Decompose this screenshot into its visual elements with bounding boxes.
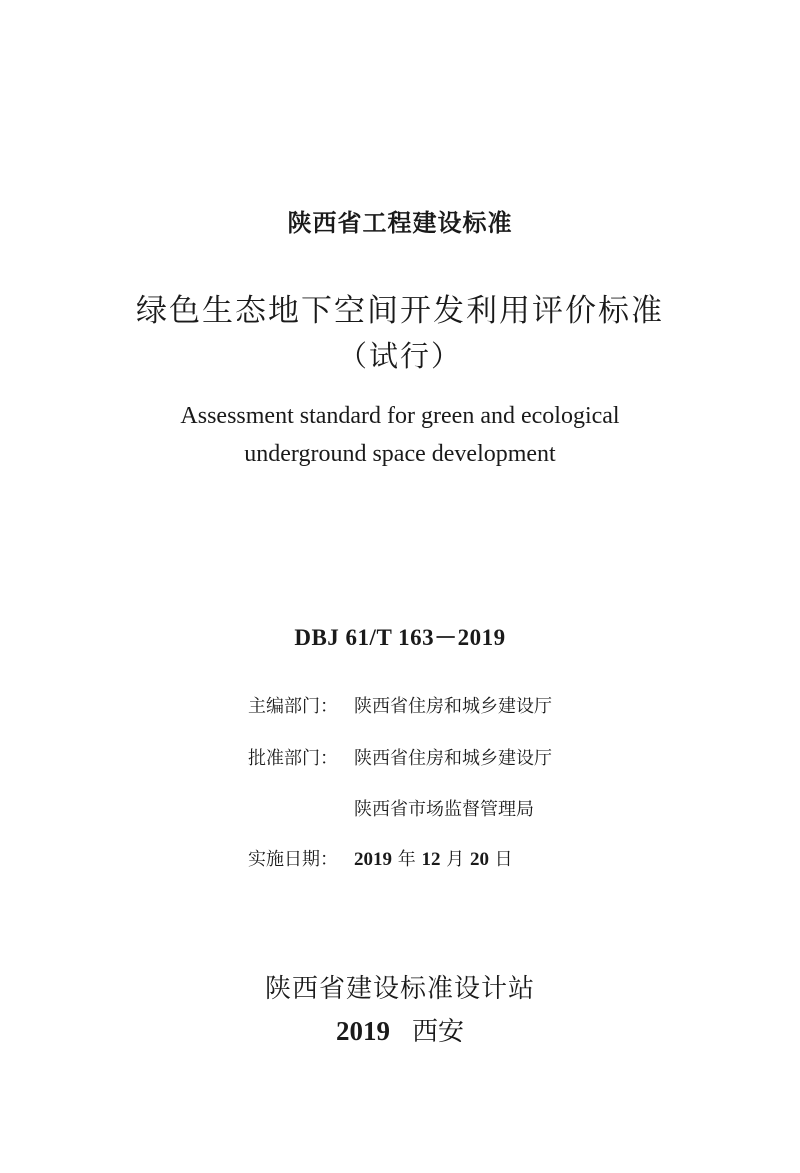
- date-year-unit: 年: [397, 849, 416, 870]
- publication-city: 西安: [411, 1017, 464, 1047]
- publication-year: 2019: [335, 1016, 390, 1046]
- date-day: 20: [469, 849, 489, 870]
- approver-value-1: 陕西省住房和城乡建设厅: [354, 748, 552, 769]
- standard-code: DBJ 61/T 163－2019: [294, 625, 506, 650]
- date-year: 2019: [354, 849, 392, 870]
- title-english-line-2: underground space development: [244, 441, 556, 467]
- title-english-line-1: Assessment standard for green and ecological: [180, 403, 620, 429]
- approver-value-2: 陕西省市场监督管理局: [354, 799, 534, 820]
- publication-line: [0, 1011, 800, 1048]
- standard-series-heading: 陕西省工程建设标准: [287, 209, 513, 237]
- approver-label: 批准部门：: [248, 748, 338, 769]
- approver-department-row-2: [248, 795, 534, 821]
- publisher-name: 陕西省建设标准设计站: [264, 974, 535, 1004]
- title-chinese: 绿色生态地下空间开发利用评价标准: [136, 293, 664, 329]
- date-label: 实施日期：: [248, 849, 338, 870]
- approver-department-row: [248, 744, 552, 770]
- editor-department-row: [248, 692, 552, 718]
- date-month: 12: [421, 849, 441, 870]
- editor-label: 主编部门：: [248, 696, 338, 717]
- editor-value: 陕西省住房和城乡建设厅: [354, 696, 552, 717]
- date-month-unit: 月: [446, 849, 465, 870]
- implementation-date-row: [248, 845, 513, 871]
- title-trial-note: （试行）: [337, 339, 462, 373]
- date-day-unit: 日: [494, 849, 513, 870]
